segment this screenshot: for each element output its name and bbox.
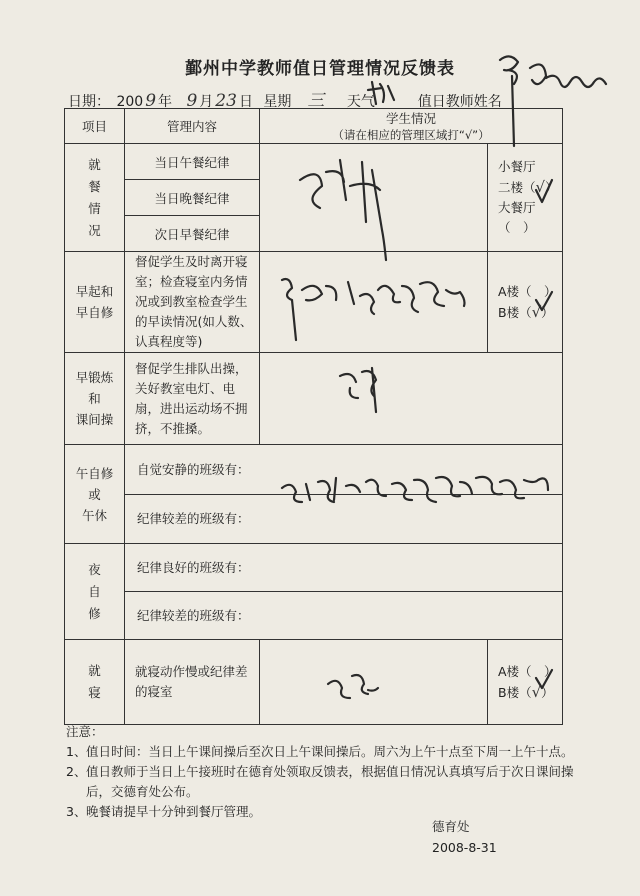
- morning-check-mark: √: [531, 302, 542, 321]
- note-item-1: 1、 值日时间：当日上午课间操后至次日上午课间操后。周六为上午十点至下周一上午十点。: [66, 744, 574, 759]
- morning-content: 督促学生及时离开寝室；检查寝室内务情况或到教室检查学生的早读情况(如人数、认真程度等): [125, 252, 260, 353]
- notes-section: [66, 722, 586, 822]
- form-title: 鄞州中学教师值日管理情况反馈表: [185, 59, 455, 79]
- building-b-checkbox[interactable]: B楼（√）: [498, 302, 554, 321]
- big-canteen: 大餐厅: [498, 200, 536, 215]
- dining-check-mark: √: [535, 178, 546, 196]
- noon-good-classes[interactable]: 自觉安静的班级有：: [125, 445, 563, 495]
- dining-cat-4: 况: [88, 222, 101, 238]
- note-item-2: 2、 值日教师于当日上午接班时在德育处领取反馈表，根据值日情况认真填写后于次日课间操后，交德育处公布。: [66, 764, 574, 799]
- night-category: 夜 自 修: [65, 544, 125, 640]
- weather-scribble: [368, 82, 394, 104]
- teacher-signature: [500, 56, 606, 146]
- year-prefix: 200: [116, 94, 144, 110]
- breakfast-discipline: 次日早餐纪律: [125, 216, 260, 252]
- col-item-header: 项目: [65, 109, 125, 144]
- lunch-discipline: 当日午餐纪律: [125, 144, 260, 180]
- year-label: 年: [158, 94, 173, 110]
- dining-scribble: [300, 160, 386, 260]
- morning-category: 早起和 早自修: [65, 252, 125, 353]
- note-item-3: 3、 晚餐请提早十分钟到餐厅管理。: [66, 804, 262, 819]
- issuing-department: 德育处: [432, 819, 470, 834]
- night-bad-classes[interactable]: 纪律较差的班级有：: [125, 592, 563, 640]
- month-handwritten: 9: [186, 91, 198, 111]
- situation-note: （请在相应的管理区域打“√”）: [332, 128, 490, 142]
- building-a-checkbox[interactable]: A楼（ ）: [498, 283, 557, 299]
- exercise-content: 督促学生排队出操，关好教室电灯、电扇，进出运动场不拥挤，不推搡。: [125, 353, 260, 445]
- dining-cat-1: 就: [88, 156, 101, 172]
- teacher-name-label: 值日教师姓名: [417, 94, 502, 110]
- issue-date: 2008-8-31: [432, 840, 497, 855]
- second-floor-option[interactable]: 二楼（√）: [498, 178, 558, 196]
- date-label: 日期：: [68, 94, 110, 110]
- weather-label: 天气: [346, 94, 375, 110]
- dining-cat-3: 情: [88, 200, 101, 216]
- noon-scribble: [282, 477, 548, 502]
- bedtime-scribble: [328, 675, 378, 698]
- month-label: 月: [199, 94, 214, 110]
- bedtime-check-mark: √: [531, 682, 542, 701]
- morning-scribble: [282, 279, 465, 340]
- bed-building-b-checkbox[interactable]: B楼（√）: [498, 682, 554, 701]
- exercise-scribble: [340, 368, 376, 412]
- noon-category: 午自修 或 午休: [65, 445, 125, 544]
- dining-check-scribble: [536, 180, 552, 202]
- noon-bad-classes[interactable]: 纪律较差的班级有：: [125, 495, 563, 544]
- morning-check-scribble: [536, 292, 552, 310]
- bedtime-check-scribble: [536, 670, 552, 688]
- exercise-category: 早锻炼 和 课间操: [65, 353, 125, 445]
- weekday-handwritten: 三: [307, 91, 325, 111]
- small-canteen: 小餐厅: [498, 159, 536, 174]
- col-content-header: 管理内容: [125, 109, 260, 144]
- year-digit-handwritten: 9: [145, 91, 157, 111]
- notes-heading: 注意：: [66, 724, 104, 739]
- bedtime-content: 就寝动作慢或纪律差的寝室: [125, 640, 260, 725]
- weekday-label: 星期: [263, 94, 292, 110]
- day-label: 日: [238, 94, 253, 110]
- bedtime-category: 就 寝: [65, 640, 125, 725]
- dining-cat-2: 餐: [88, 178, 101, 194]
- dinner-discipline: 当日晚餐纪律: [125, 180, 260, 216]
- day-handwritten: 23: [215, 91, 237, 111]
- situation-title: 学生情况: [385, 111, 436, 126]
- bed-building-a-checkbox[interactable]: A楼（ ）: [498, 663, 557, 679]
- night-good-classes[interactable]: 纪律良好的班级有：: [125, 544, 563, 592]
- big-canteen-checkbox[interactable]: （ ）: [498, 220, 536, 235]
